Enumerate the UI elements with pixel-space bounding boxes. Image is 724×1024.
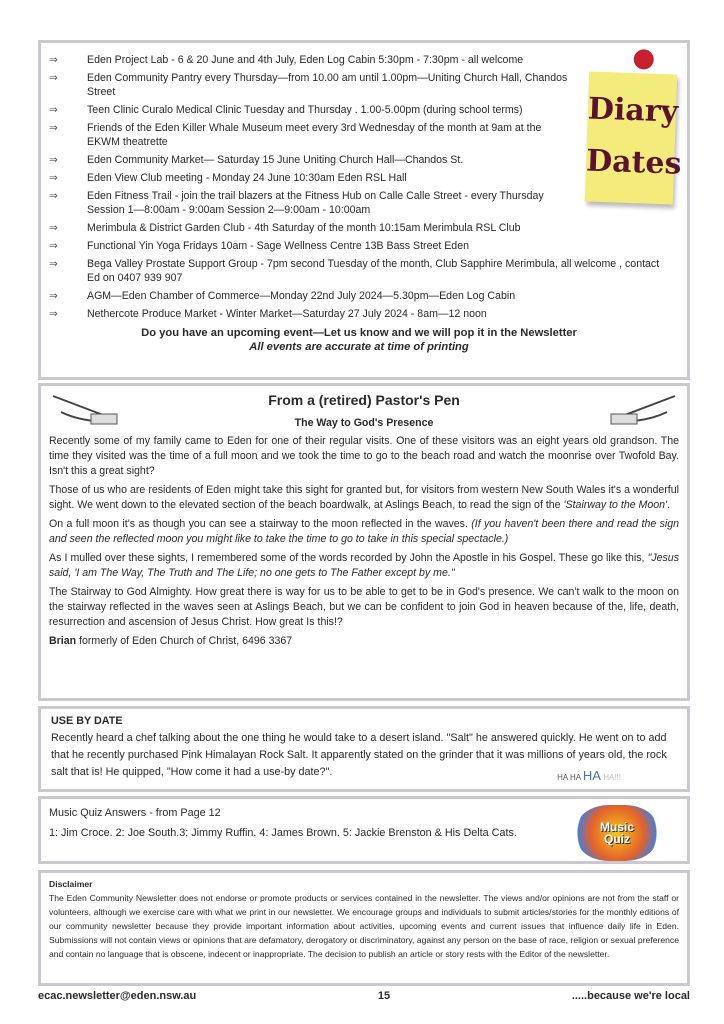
logo-text: Music bbox=[599, 820, 634, 834]
accuracy-note: All events are accurate at time of printing bbox=[249, 341, 469, 353]
event-text: Friends of the Eden Killer Whale Museum meet every 3rd Wednesday of the month at 9am at the EKWM theatrette bbox=[87, 122, 542, 148]
text: Those of us who are residents of Eden might take this sight for granted but, for visitors from western New South Wales it's a wonderful sight. We went down to the elevated section of the beach boardwalk, at Aslings Beach, to read the sign of the bbox=[49, 484, 679, 511]
use-by-date-section bbox=[38, 706, 690, 792]
music-quiz-logo bbox=[577, 805, 657, 861]
arrow-icon: ⇒ bbox=[49, 54, 58, 66]
event-item bbox=[49, 189, 569, 217]
disclaimer-text: The Eden Community Newsletter does not endorse or promote products or services contained in the newsletter. The views and/or opinions are not from the staff or volunteers, although we exercise care with what we print in our newsletter. We encourage groups and individuals to submit articles/stories for the monthly editions of our community newsletter because they provide important information about activities, upcoming events and current issues that influence daily life in Eden. Submissions will not contain views or opinions that are defamatory, derogatory or discriminatory, against any person on the base of race, religion or sexual preference and contain no language that is obscene, indecent or inappropriate. The decision to publish an article or story rests with the Editor of the newsletter. bbox=[49, 893, 679, 959]
diary-dates-section bbox=[38, 40, 690, 380]
arrow-icon: ⇒ bbox=[49, 172, 58, 184]
event-text: Nethercote Produce Market - Winter Market—Saturday 27 July 2024 - 8am—12 noon bbox=[87, 308, 487, 320]
disclaimer-section bbox=[38, 870, 690, 986]
arrow-icon: ⇒ bbox=[49, 240, 58, 252]
joke-text: Recently heard a chef talking about the one thing he would take to a desert island. "Salt" he answered quickly. He went on to add that he recently purchased Pink Himalayan Rock Salt. It apparently stated on the grinder that it was millions of years old, the rock salt that is! He quipped, "How come it had a use-by date?". bbox=[51, 732, 667, 778]
event-item bbox=[49, 153, 569, 167]
event-text: Bega Valley Prostate Support Group - 7pm second Tuesday of the month, Club Sapphire Merimbula, all welcome , contact Ed on 0407 939 907 bbox=[87, 258, 660, 284]
footer-tagline: .....because we're local bbox=[571, 990, 690, 1002]
arrow-icon: ⇒ bbox=[49, 190, 58, 202]
event-text: Eden Fitness Trail - join the trail blazers at the Fitness Hub on Calle Calle Street - every Thursday Session 1—8:00am - 9:00am Session 2—9:00am - 10:00am bbox=[87, 190, 544, 216]
sign-name: 'Stairway to the Moon' bbox=[563, 499, 668, 511]
arrow-icon: ⇒ bbox=[49, 72, 58, 84]
quote: "Jesus said, 'I am The Way, The Truth and The Life; no one gets to The Father except by me." bbox=[49, 552, 679, 579]
event-text: Eden Community Pantry every Thursday—from 10.00 am until 1.00pm—Uniting Church Hall, Chandos Street bbox=[87, 72, 568, 98]
section-title: USE BY DATE bbox=[51, 715, 123, 727]
quill-hand-icon bbox=[607, 392, 677, 426]
quiz-answers: 1: Jim Croce. 2: Joe South.3: Jimmy Ruffin. 4: James Brown. 5: Jackie Brenston & His Delta Cats. bbox=[49, 827, 517, 839]
ha-ha-graphic bbox=[557, 768, 621, 783]
text: As I mulled over these sights, I remembered some of the words recorded by John the Apostle in his Gospel. These go like this, bbox=[49, 552, 648, 564]
arrow-icon: ⇒ bbox=[49, 122, 58, 134]
event-text: Eden Community Market— Saturday 15 June Uniting Church Hall—Chandos St. bbox=[87, 154, 464, 166]
paragraph bbox=[49, 551, 679, 581]
aside: (If you haven't been there and read the sign and seen the reflected moon you might like to take the time to go to take in this special spectacle.) bbox=[49, 518, 679, 545]
ha: HA HA bbox=[557, 773, 583, 782]
event-text: Eden Project Lab - 6 & 20 June and 4th July, Eden Log Cabin 5:30pm - 7:30pm - all welcome bbox=[87, 54, 524, 66]
note-title: Dates bbox=[585, 143, 683, 182]
arrow-icon: ⇒ bbox=[49, 154, 58, 166]
paragraph: The Stairway to God Almighty. How great there is way for us to be able to get to be in God's presence. We can't walk to the moon on the stairway reflected in the waves seen at Aslings Beach, but we can be confident to join God in heaven because of the, life, death, resurrection and ascension of Jesus Christ. How great Is this!? bbox=[49, 586, 679, 628]
text: . bbox=[667, 499, 671, 511]
paragraph bbox=[49, 483, 679, 513]
event-item bbox=[49, 239, 569, 253]
text: On a full moon it's as though you can see a stairway to the moon reflected in the waves. bbox=[49, 518, 472, 530]
ha: HA!!! bbox=[600, 773, 621, 782]
event-text: Merimbula & District Garden Club - 4th Saturday of the month 10:15am Merimbula RSL Club bbox=[87, 222, 521, 234]
arrow-icon: ⇒ bbox=[49, 258, 58, 270]
author-name: Brian bbox=[49, 635, 77, 647]
arrow-icon: ⇒ bbox=[49, 290, 58, 302]
quill-hand-icon bbox=[51, 392, 121, 426]
event-text: Functional Yin Yoga Fridays 10am - Sage Wellness Centre 13B Bass Street Eden bbox=[87, 240, 469, 252]
event-text: Teen Clinic Curalo Medical Clinic Tuesday and Thursday . 1.00-5.00pm (during school terms) bbox=[87, 104, 523, 116]
event-item bbox=[49, 71, 569, 99]
paragraph bbox=[49, 517, 679, 547]
author-details: formerly of Eden Church of Christ, 6496 3367 bbox=[76, 635, 293, 647]
arrow-icon: ⇒ bbox=[49, 308, 58, 320]
pastor-pen-section bbox=[38, 383, 690, 701]
event-item bbox=[49, 221, 569, 235]
signature bbox=[49, 634, 679, 649]
section-title: From a (retired) Pastor's Pen bbox=[268, 392, 460, 408]
logo-text: Quiz bbox=[604, 832, 630, 846]
note-title: Diary bbox=[587, 91, 679, 130]
page-footer bbox=[38, 990, 690, 1002]
quiz-heading: Music Quiz Answers - from Page 12 bbox=[49, 807, 221, 819]
paragraph: Recently some of my family came to Eden for one of their regular visits. One of these visitors was an eight years old grandson. The time they visited was the time of a full moon and we took the time to go to the beach road and watch the moonrise over Twofold Bay. Isn't this a great sight? bbox=[49, 435, 679, 477]
ha: HA bbox=[582, 768, 601, 783]
page-number: 15 bbox=[377, 990, 391, 1002]
event-item bbox=[49, 171, 569, 185]
event-item bbox=[49, 289, 669, 303]
event-item bbox=[49, 53, 569, 67]
event-item bbox=[49, 307, 669, 321]
event-text: Eden View Club meeting - Monday 24 June 10:30am Eden RSL Hall bbox=[87, 172, 407, 184]
arrow-icon: ⇒ bbox=[49, 222, 58, 234]
event-item bbox=[49, 121, 569, 149]
article-title: The Way to God's Presence bbox=[294, 417, 434, 429]
event-item bbox=[49, 103, 569, 117]
upcoming-event-callout: Do you have an upcoming event—Let us know and we will pop it in the Newsletter bbox=[141, 327, 577, 339]
music-quiz-section bbox=[38, 796, 690, 864]
event-item bbox=[49, 257, 669, 285]
arrow-icon: ⇒ bbox=[49, 104, 58, 116]
event-text: AGM—Eden Chamber of Commerce—Monday 22nd July 2024—5.30pm—Eden Log Cabin bbox=[87, 290, 516, 302]
disclaimer-title: Disclaimer bbox=[49, 879, 93, 889]
footer-email[interactable]: ecac.newsletter@eden.nsw.au bbox=[38, 990, 197, 1002]
diary-dates-sticky-note bbox=[585, 72, 683, 205]
